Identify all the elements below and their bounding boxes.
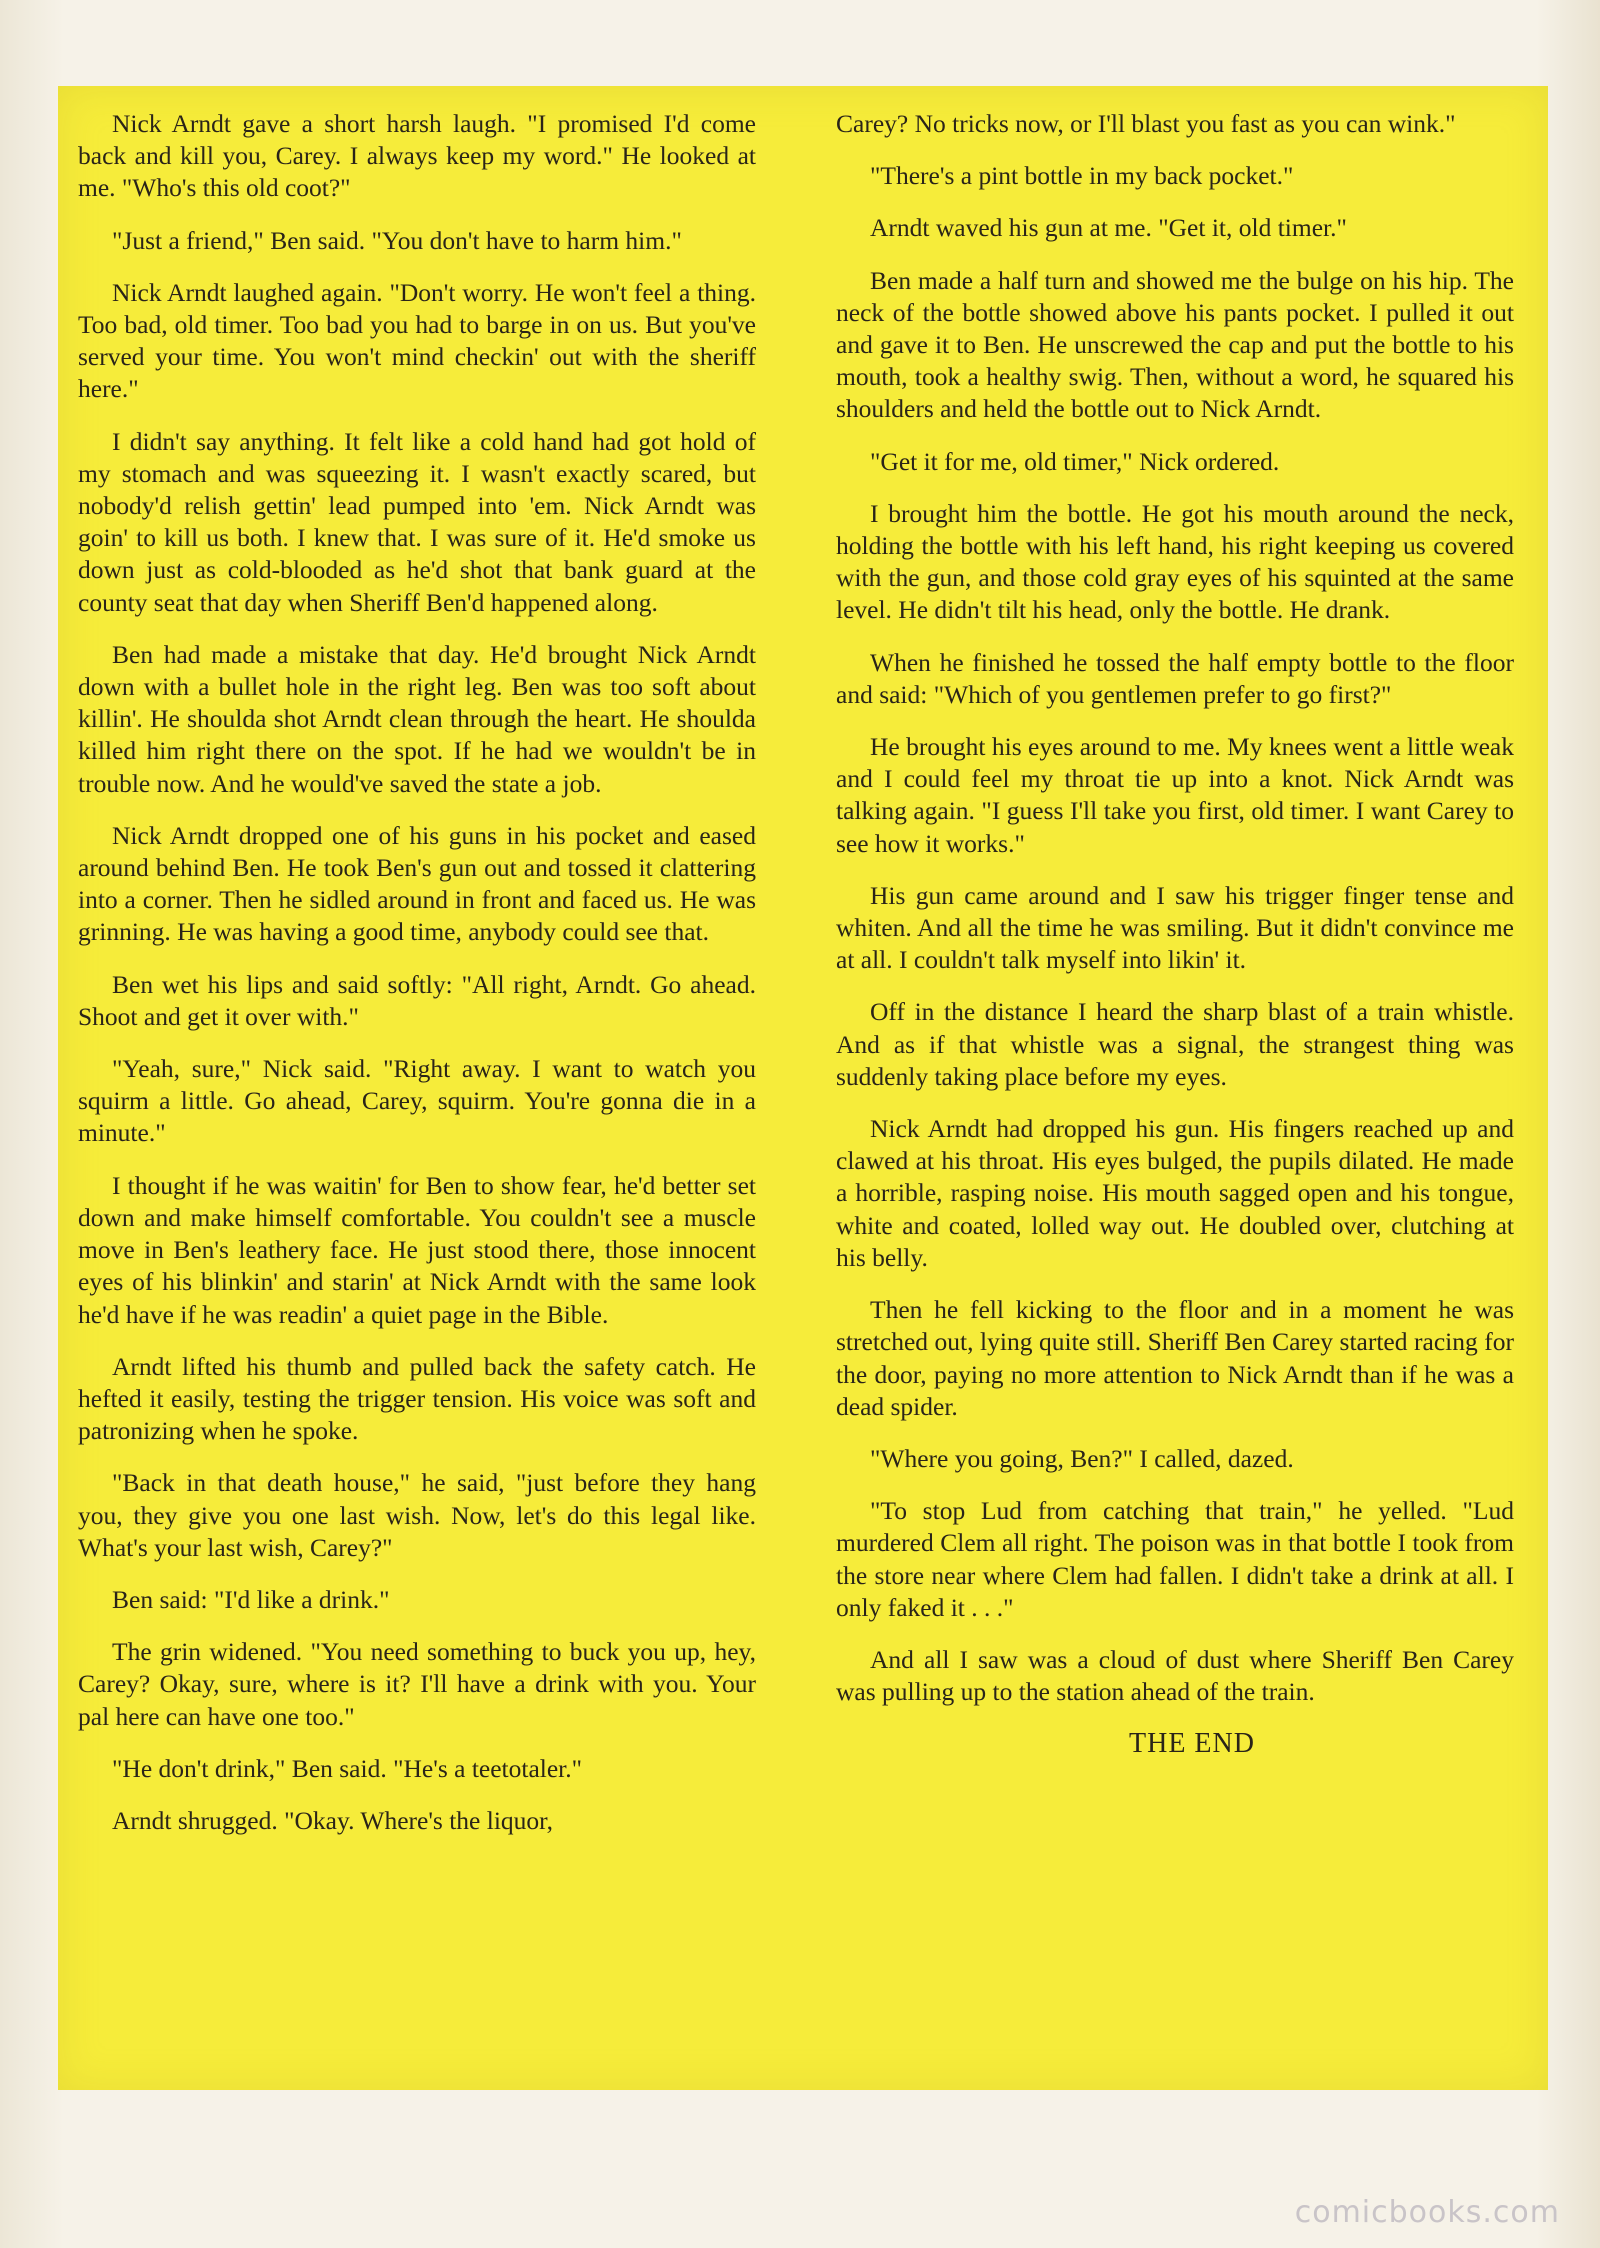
right-column [836,108,1514,2068]
watermark: comicbooks.com [1294,2195,1560,2230]
paragraph: Nick Arndt laughed again. "Don't worry. He won't feel a thing. Too bad, old timer. Too bad you had to barge in on us. But you've served your time. You won't mind checkin' out with the sheriff here." [78,277,756,404]
paragraph: Ben made a half turn and showed me the bulge on his hip. The neck of the bottle showed above his pants pocket. I pulled it out and gave it to Ben. He unscrewed the cap and put the bottle to his mouth, took a healthy swig. Then, without a word, he squared his shoulders and held the bottle out to Nick Arndt. [836,265,1514,424]
paragraph: "There's a pint bottle in my back pocket." [870,161,1294,191]
story-text [78,108,1514,2068]
paragraph: Off in the distance I heard the sharp blast of a train whistle. And as if that whistle was a signal, the strangest thing was suddenly taking place before my eyes. [836,997,1514,1091]
paragraph: "To stop Lud from catching that train," he yelled. "Lud murdered Clem all right. The poison was in that bottle I took from the store near where Clem had fallen. I didn't take a drink at all. I only faked it . . ." [836,1496,1514,1622]
paragraph: When he finished he tossed the half empty bottle to the floor and said: "Which of you gentlemen prefer to go first?" [836,647,1514,709]
paragraph: Arndt waved his gun at me. "Get it, old timer." [870,213,1347,243]
paragraph: Ben said: "I'd like a drink." [112,1584,390,1614]
paragraph: "Get it for me, old timer," Nick ordered. [870,446,1280,476]
paragraph: I brought him the bottle. He got his mouth around the neck, holding the bottle with his left hand, his right keeping us covered with the gun, and those cold gray eyes of his squinted at the same level. He didn't tilt his head, only the bottle. He drank. [836,498,1514,625]
paragraph: Nick Arndt had dropped his gun. His fingers reached up and clawed at his throat. His eyes bulged, the pupils dilated. He made a horrible, rasping noise. His mouth sagged open and his tongue, white and coated, lolled way out. He doubled over, clutching at his belly. [836,1114,1514,1272]
paragraph: Nick Arndt dropped one of his guns in his pocket and eased around behind Ben. He took Ben's gun out and tossed it clattering into a corner. Then he sidled around in front and faced us. He was grinning. He was having a good time, anybody could see that. [78,820,756,947]
paragraph: Arndt lifted his thumb and pulled back the safety catch. He hefted it easily, testing the trigger tension. His voice was soft and patronizing when he spoke. [78,1351,756,1446]
paragraph-continuation: Carey? No tricks now, or I'll blast you fast as you can wink." [836,109,1456,138]
paragraph: His gun came around and I saw his trigger finger tense and whiten. And all the time he was smiling. But it didn't convince me at all. I couldn't talk myself into likin' it. [836,880,1514,975]
paragraph: I didn't say anything. It felt like a cold hand had got hold of my stomach and was squeezing it. I wasn't exactly scared, but nobody'd relish gettin' lead pumped into 'em. Nick Arndt was goin' to kill us both. I knew that. I was sure of it. He'd smoke us down just as cold-blooded as he'd shot that bank guard at the county seat that day when Sheriff Ben'd happened along. [78,426,756,617]
paragraph: "Where you going, Ben?" I called, dazed. [870,1443,1294,1473]
paragraph: Ben had made a mistake that day. He'd brought Nick Arndt down with a bullet hole in the right leg. Ben was too soft about killin'. He shoulda shot Arndt clean through the heart. He shoulda killed him right there on the spot. If he had we wouldn't be in trouble now. And he would've saved the state a job. [78,639,756,798]
paragraph: The grin widened. "You need something to buck you up, hey, Carey? Okay, sure, where is it? I'll have a drink with you. Your pal here can have one too." [78,1637,756,1731]
paragraph: "Just a friend," Ben said. "You don't have to harm him." [112,225,682,255]
paragraph: Arndt shrugged. "Okay. Where's the liquor, [112,1805,554,1835]
paragraph: "Back in that death house," he said, "just before they hang you, they give you one last wish. Now, let's do this legal like. What's your last wish, Carey?" [78,1468,756,1562]
paragraph: Then he fell kicking to the floor and in a moment he was stretched out, lying quite still. Sheriff Ben Carey started racing for the door, paying no more attention to Nick Arndt than if he was a dead spider. [836,1295,1514,1421]
paragraph: "Yeah, sure," Nick said. "Right away. I want to watch you squirm a little. Go ahead, Carey, squirm. You're gonna die in a minute." [78,1054,756,1148]
paragraph: Ben wet his lips and said softly: "All right, Arndt. Go ahead. Shoot and get it over with." [78,969,756,1031]
the-end-label: THE END [1129,1728,1255,1760]
left-column [78,108,756,2068]
paragraph: "He don't drink," Ben said. "He's a teetotaler." [112,1753,583,1783]
paragraph: And all I saw was a cloud of dust where Sheriff Ben Carey was pulling up to the station ahead of the train. [836,1644,1514,1707]
paragraph: He brought his eyes around to me. My knees went a little weak and I could feel my throat tie up into a knot. Nick Arndt was talking again. "I guess I'll take you first, old timer. I want Carey to see how it works." [836,732,1514,858]
paragraph: Nick Arndt gave a short harsh laugh. "I promised I'd come back and kill you, Carey. I always keep my word." He looked at me. "Who's this old coot?" [78,109,756,203]
paragraph: I thought if he was waitin' for Ben to show fear, he'd better set down and make himself comfortable. You couldn't see a muscle move in Ben's leathery face. He just stood there, those innocent eyes of his blinkin' and starin' at Nick Arndt with the same look he'd have if he was readin' a quiet page in the Bible. [78,1170,756,1329]
